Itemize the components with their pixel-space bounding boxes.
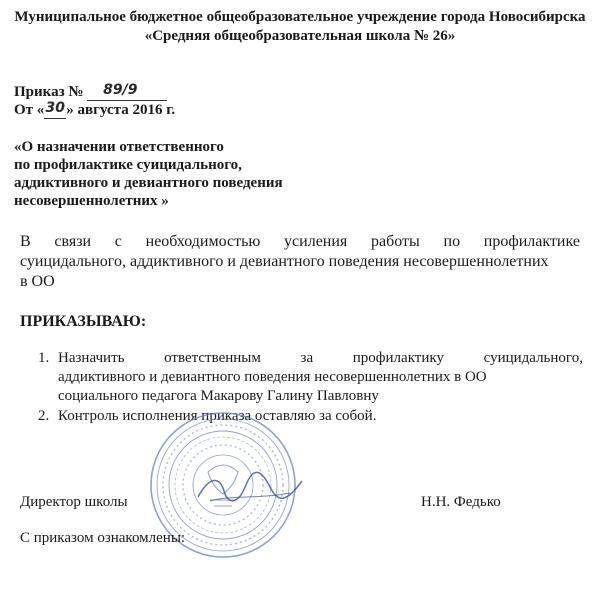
order-title-line4: несовершеннолетних » [14,193,169,209]
item-2-number: 2. [38,408,50,424]
word: профилактику [352,350,444,366]
word: суицидального, [483,350,583,366]
word: по [443,233,461,250]
director-name: Н.Н. Федько [421,494,501,510]
date-prefix: От « [14,102,45,118]
word: за [300,350,314,366]
date-day: 30 [45,100,66,116]
preamble-line2: суицидального, аддиктивного и девиантного поведения несовершеннолетних [20,253,549,270]
item-1-line1 [58,350,583,367]
word: В [20,233,31,250]
word: необходимостью [145,233,261,250]
preamble-line1 [20,233,580,251]
order-number: 89/9 [103,82,138,98]
word: связи [54,233,92,250]
order-label: Приказ № [14,84,84,100]
order-title-line3: аддиктивного и девиантного поведения [14,175,283,191]
order-title-line1: «О назначении ответственного [14,139,224,155]
order-title-line2: по профилактике суицидального, [14,157,242,173]
item-1-line3: социального педагога Макарову Галину Павловну [58,388,379,404]
director-title: Директор школы [20,494,128,510]
order-word: ПРИКАЗЫВАЮ: [20,313,147,330]
item-2-line1: Контроль исполнения приказа оставляю за собой. [58,408,377,424]
order-number-field [87,82,167,101]
word: работы [371,233,420,250]
order-number-row [14,82,167,101]
item-1-line2: аддиктивного и девиантного поведения несовершеннолетних в ОО [58,369,487,385]
word: с [114,233,122,250]
date-day-field [44,100,66,119]
org-name-line1: Муниципальное бюджетное общеобразовательное учреждение города Новосибирска [14,9,586,25]
word: усиления [284,233,348,250]
handwritten-signature [190,465,310,515]
org-name-line2: «Средняя общеобразовательная школа № 26» [144,28,456,44]
preamble-line3: в ОО [20,273,55,290]
acknowledgement-label: С приказом ознакомлены: [20,530,186,546]
word: Назначить [58,350,125,366]
word: ответственным [164,350,261,366]
word: профилактике [483,233,580,250]
date-rest: » августа 2016 г. [66,102,176,118]
item-1-number: 1. [38,350,50,366]
order-date-row [14,100,175,119]
